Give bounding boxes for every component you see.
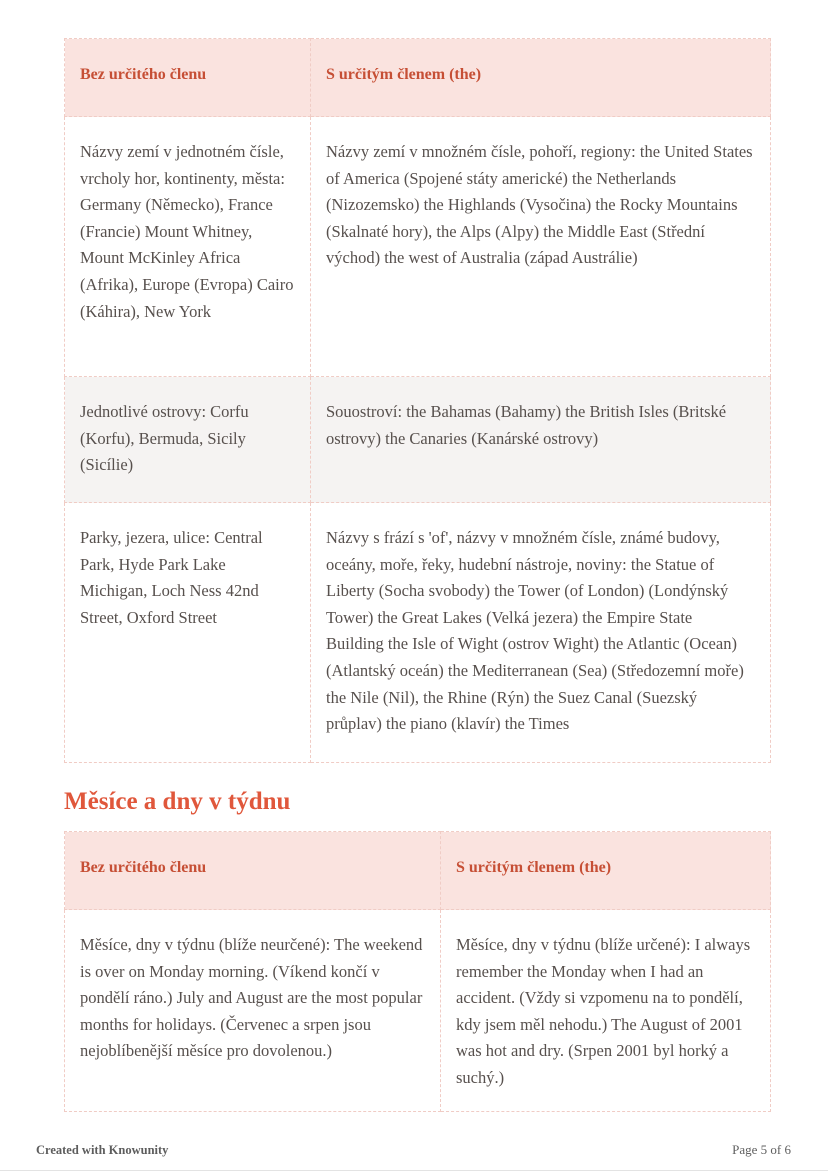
cell-countries-definite-article: Názvy zemí v množném čísle, pohoří, regiony: the United States of America (Spojené státy americké) the Netherlands (Nizozemsko) the Highlands (Vysočina) the Rocky Mountains (Skalnaté hory), the Alps (Alpy) the Middle East (Střední východ) the west of Australia (západ Austrálie) bbox=[311, 117, 771, 377]
column-header-no-article: Bez určitého členu bbox=[65, 832, 441, 910]
column-header-definite-article: S určitým členem (the) bbox=[311, 39, 771, 117]
cell-parks-no-article: Parky, jezera, ulice: Central Park, Hyde Park Lake Michigan, Loch Ness 42nd Street, Oxford Street bbox=[65, 503, 311, 763]
section-heading: Měsíce a dny v týdnu bbox=[64, 788, 291, 815]
page-number-indicator: Page 5 of 6 bbox=[732, 1142, 791, 1157]
cell-months-definite-article: Měsíce, dny v týdnu (blíže určené): I always remember the Monday when I had an accident. (Vždy si vzpomenu na to pondělí, kdy jsem měl nehodu.) The August of 2001 was hot and dry. (Srpen 2001 byl horký a suchý.) bbox=[441, 910, 771, 1112]
table-row bbox=[65, 377, 771, 503]
document-page bbox=[64, 38, 770, 1112]
page-footer bbox=[36, 1142, 791, 1158]
table-header-row bbox=[65, 39, 771, 117]
table-row bbox=[65, 503, 771, 763]
table-row bbox=[65, 910, 771, 1112]
cell-islands-definite-article: Souostroví: the Bahamas (Bahamy) the British Isles (Britské ostrovy) the Canaries (Kanárské ostrovy) bbox=[311, 377, 771, 503]
cell-months-no-article: Měsíce, dny v týdnu (blíže neurčené): The weekend is over on Monday morning. (Víkend končí v pondělí ráno.) July and August are the most popular months for holidays. (Červenec a srpen jsou nejoblíbenější měsíce pro dovolenou.) bbox=[65, 910, 441, 1112]
articles-usage-table-1 bbox=[64, 38, 771, 763]
table-header-row bbox=[65, 832, 771, 910]
cell-of-phrases-definite-article: Názvy s frází s 'of', názvy v množném čísle, známé budovy, oceány, moře, řeky, hudební nástroje, noviny: the Statue of Liberty (Socha svobody) the Tower (of London) (Londýnský Tower) the Great Lakes (Velká jezera) the Empire State Building the Isle of Wight (ostrov Wight) the Atlantic (Ocean) (Atlantský oceán) the Mediterranean (Sea) (Středozemní moře) the Nile (Nil), the Rhine (Rýn) the Suez Canal (Suezský průplav) the piano (klavír) the Times bbox=[311, 503, 771, 763]
cell-countries-no-article: Názvy zemí v jednotném čísle, vrcholy hor, kontinenty, města: Germany (Německo), France (Francie) Mount Whitney, Mount McKinley Africa (Afrika), Europe (Evropa) Cairo (Káhira), New York bbox=[65, 117, 311, 377]
table-row bbox=[65, 117, 771, 377]
cell-islands-no-article: Jednotlivé ostrovy: Corfu (Korfu), Bermuda, Sicily (Sicílie) bbox=[65, 377, 311, 503]
column-header-no-article: Bez určitého členu bbox=[65, 39, 311, 117]
column-header-definite-article: S určitým členem (the) bbox=[441, 832, 771, 910]
footer-brand-text: Created with Knowunity bbox=[36, 1143, 169, 1157]
articles-usage-table-2 bbox=[64, 831, 771, 1112]
